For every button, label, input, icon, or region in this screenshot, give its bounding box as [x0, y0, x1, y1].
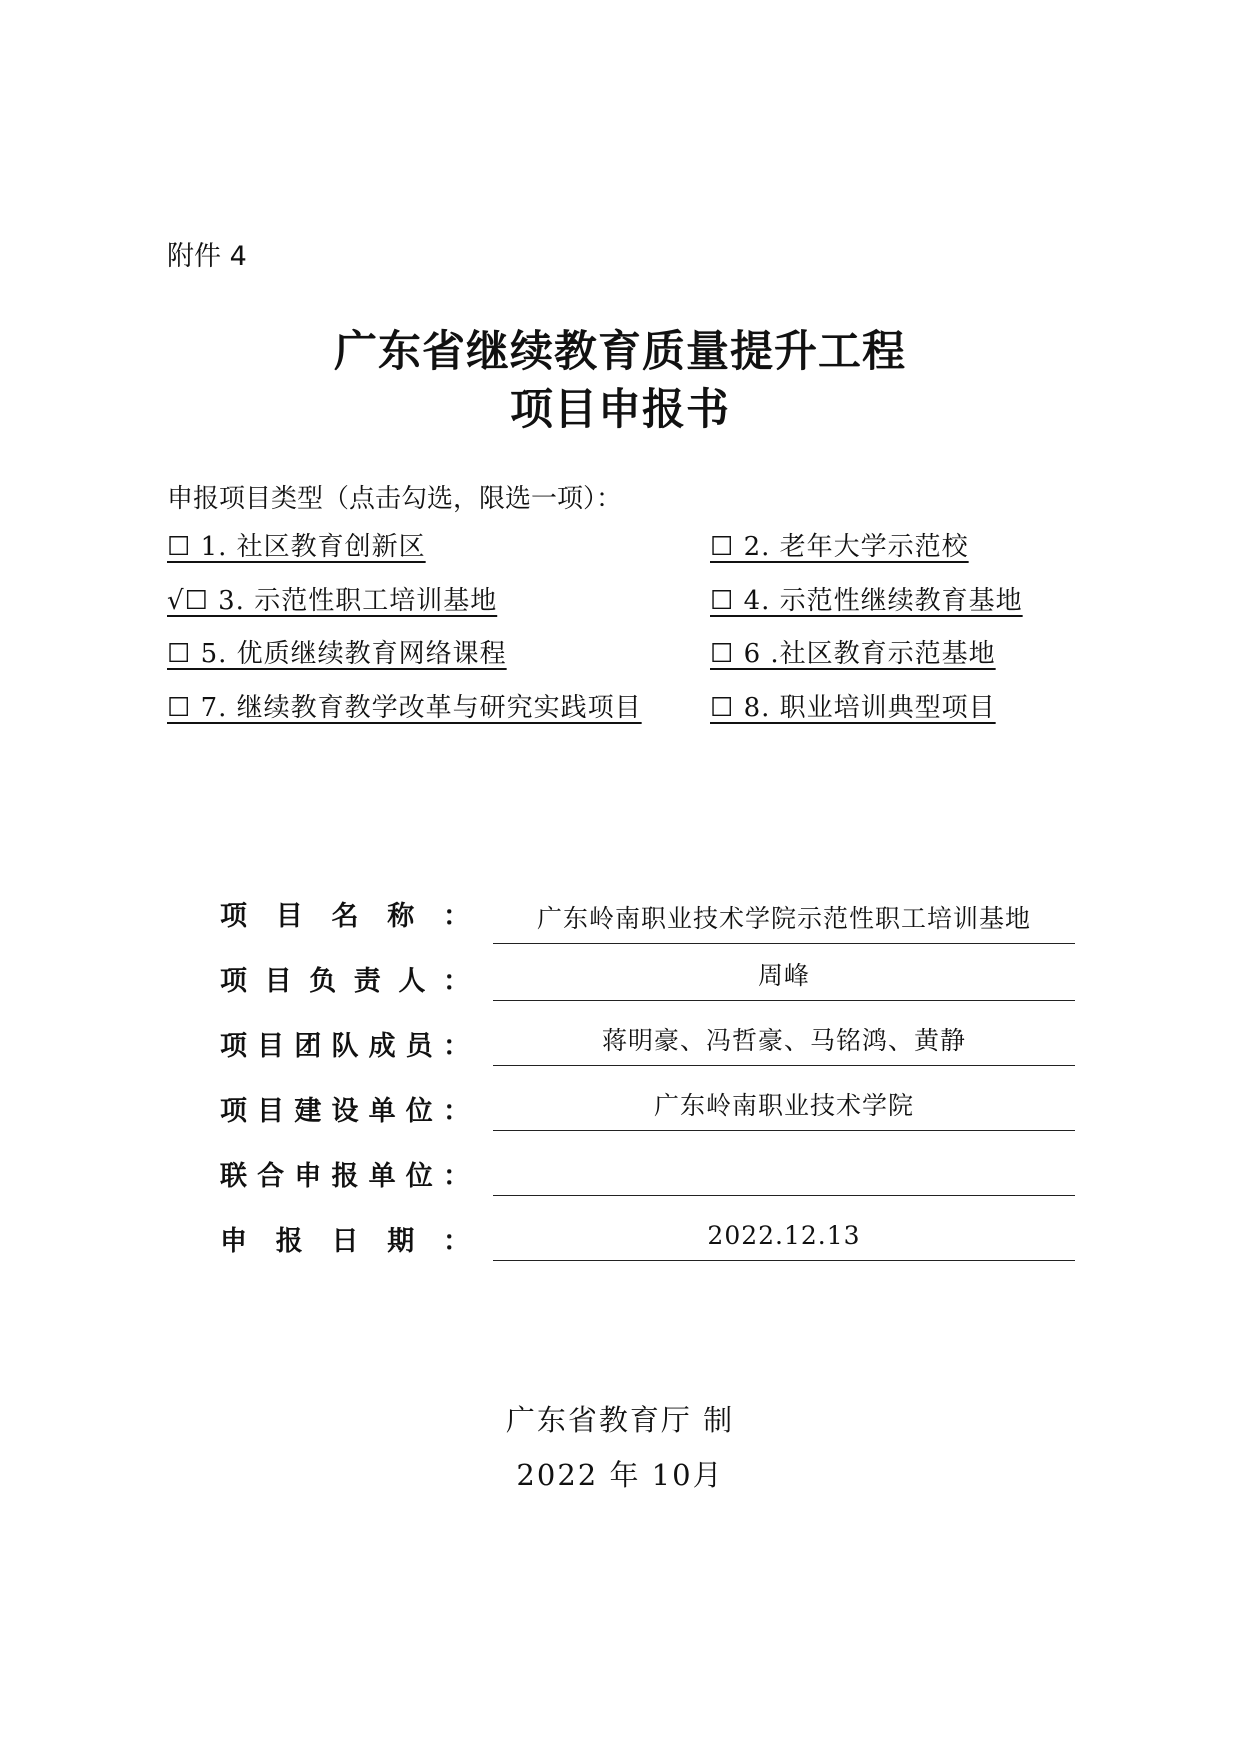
label-char: 期 — [387, 1225, 415, 1257]
project-name-label — [220, 893, 470, 933]
label-char: 团 — [294, 1030, 322, 1062]
option-community-education-innovation[interactable]: ☐ 1. 社区教育创新区 — [167, 532, 426, 562]
label-char: 人 — [398, 965, 426, 997]
label-char: 联 — [220, 1160, 247, 1192]
label-char: 项 — [220, 900, 247, 932]
project-name-field[interactable]: 广东岭南职业技术学院示范性职工培训基地 — [493, 895, 1075, 944]
label-char: 名 — [331, 900, 359, 932]
issuer-text: 广东省教育厅 制 — [505, 1403, 735, 1437]
project-leader-row — [220, 958, 1075, 1018]
project-team-label — [220, 1023, 470, 1063]
label-char: ： — [443, 900, 470, 932]
label-char: 报 — [275, 1225, 303, 1257]
option-teaching-reform-project[interactable]: ☐ 7. 继续教育教学改革与研究实践项目 — [167, 693, 642, 723]
label-char: 负 — [309, 965, 337, 997]
label-char: 项 — [220, 1095, 247, 1127]
option-worker-training-base[interactable]: √☐ 3. 示范性职工培训基地 — [167, 586, 498, 616]
joint-applicant-label — [220, 1153, 470, 1193]
project-team-row — [220, 1023, 1075, 1083]
label-char: 队 — [331, 1030, 359, 1062]
label-char: 成 — [368, 1030, 396, 1062]
label-char: 目 — [264, 965, 292, 997]
construction-unit-row — [220, 1088, 1075, 1148]
label-char: 建 — [294, 1095, 322, 1127]
label-char: 单 — [368, 1160, 396, 1192]
project-team-field[interactable]: 蒋明豪、冯哲豪、马铭鸿、黄静 — [493, 1017, 1075, 1066]
label-char: ： — [442, 965, 470, 997]
label-char: ： — [442, 1095, 470, 1127]
label-char: ： — [443, 1225, 470, 1257]
label-char: 员 — [405, 1030, 433, 1062]
construction-unit-field[interactable]: 广东岭南职业技术学院 — [493, 1082, 1075, 1131]
label-char: 目 — [257, 1095, 285, 1127]
application-date-row — [220, 1218, 1075, 1278]
project-name-row — [220, 893, 1075, 953]
project-type-heading: 申报项目类型（点击勾选，限选一项）： — [167, 484, 623, 514]
label-char: 申 — [220, 1225, 247, 1257]
joint-applicant-field[interactable] — [493, 1147, 1075, 1196]
issue-date: 2022 年 10月 — [516, 1458, 724, 1492]
label-char: 称 — [387, 900, 415, 932]
construction-unit-label — [220, 1088, 470, 1128]
label-char: 目 — [257, 1030, 285, 1062]
label-char: ： — [442, 1160, 470, 1192]
application-date-field[interactable]: 2022.12.13 — [493, 1212, 1075, 1261]
label-char: 单 — [368, 1095, 396, 1127]
label-char: 设 — [331, 1095, 359, 1127]
label-char: 目 — [275, 900, 303, 932]
label-char: 责 — [353, 965, 381, 997]
option-vocational-training-project[interactable]: ☐ 8. 职业培训典型项目 — [710, 693, 996, 723]
option-online-course[interactable]: ☐ 5. 优质继续教育网络课程 — [167, 639, 507, 669]
project-leader-field[interactable]: 周峰 — [493, 952, 1075, 1001]
label-char: 位 — [405, 1160, 433, 1192]
label-char: ： — [442, 1030, 470, 1062]
label-char: 合 — [257, 1160, 285, 1192]
joint-applicant-row — [220, 1153, 1075, 1213]
label-char: 报 — [331, 1160, 359, 1192]
option-community-demo-base[interactable]: ☐ 6 .社区教育示范基地 — [710, 639, 996, 669]
document-subtitle: 项目申报书 — [510, 385, 730, 435]
label-char: 日 — [331, 1225, 359, 1257]
application-date-label — [220, 1218, 470, 1258]
label-char: 项 — [220, 1030, 247, 1062]
option-senior-university[interactable]: ☐ 2. 老年大学示范校 — [710, 532, 969, 562]
label-char: 位 — [405, 1095, 433, 1127]
document-title: 广东省继续教育质量提升工程 — [334, 327, 906, 377]
option-continuing-education-base[interactable]: ☐ 4. 示范性继续教育基地 — [710, 586, 1023, 616]
project-leader-label — [220, 958, 470, 998]
attachment-label: 附件 4 — [167, 241, 247, 272]
label-char: 项 — [220, 965, 247, 997]
label-char: 申 — [294, 1160, 322, 1192]
